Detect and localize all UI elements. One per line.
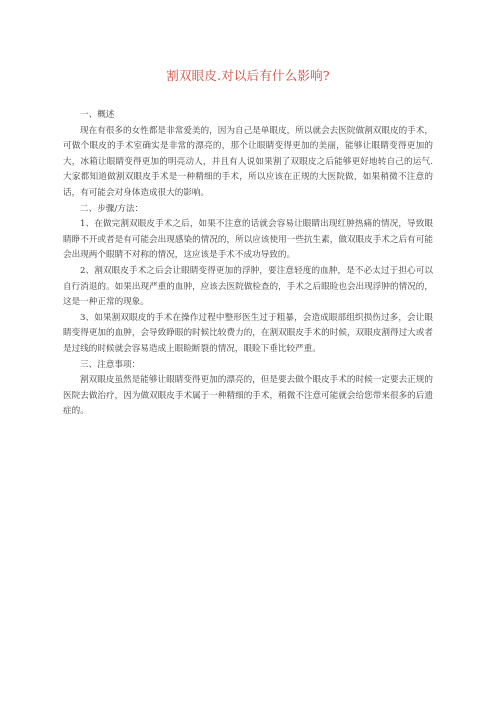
step-3-paragraph: 3、如果割双眼皮的手术在操作过程中整形医生过于粗暴，会造成眼部组织损伤过多，会让眼睛变得更加的血肿，会导致睁眼的时候比较费力的，在割双眼皮手术的时候，双眼皮割得过大或者是过线的时候就会容易造成上眼睑断裂的情况，眼睑下垂比较严重。 — [63, 312, 433, 354]
section-heading-notes: 三、注意事项： — [80, 359, 141, 370]
section-heading-steps: 二、步骤/方法： — [80, 203, 144, 214]
section-heading-overview: 一、概述 — [80, 110, 115, 120]
step-2-paragraph: 2、割双眼皮手术之后会让眼睛变得更加的浮肿，要注意轻度的血肿，是不必太过于担心可以自行消退的。如果出现严重的血肿，应该去医院做检查的，手术之后眼睑也会出现浮肿的情况的，这是一种正常的现象。 — [63, 265, 433, 308]
document-title: 割双眼皮.对以后有什么影响? — [166, 68, 330, 83]
notes-paragraph: 割双眼皮虽然是能够让眼睛变得更加的漂亮的，但是要去做个眼皮手术的时候一定要去正规的医院去做治疗，因为做双眼皮手术属于一种精细的手术，稍微不注意可能就会给您带来很多的后遗症的。 — [63, 375, 433, 417]
overview-paragraph: 现在有很多的女性都是非常爱美的，因为自己是单眼皮，所以就会去医院做割双眼皮的手术，可做个眼皮的手术室确实是非常的漂亮的，那个让眼睛变得更加的美丽，能够让眼睛变得更加的大，冰箱让眼睛变得更加的明亮动人，并且有人说如果割了双眼皮之后能够更好地转自己的运气.大家都知道做割双眼皮手术是一种精细的手术，所以应该在正规的大医院做，如果稍微不注意的话，有可能会对身体造成很大的影响。 — [63, 125, 433, 198]
document-body — [63, 108, 433, 420]
step-1-paragraph: 1、在做完割双眼皮手术之后，如果不注意的话就会容易让眼睛出现红肿热痛的情况，导致眼睛睁不开或者是有可能会出现感染的情况的，所以应该使用一些抗生素，做双眼皮手术之后有可能会出现两个眼睛不对称的情况，这应该是手术不成功导致的。 — [63, 219, 433, 261]
